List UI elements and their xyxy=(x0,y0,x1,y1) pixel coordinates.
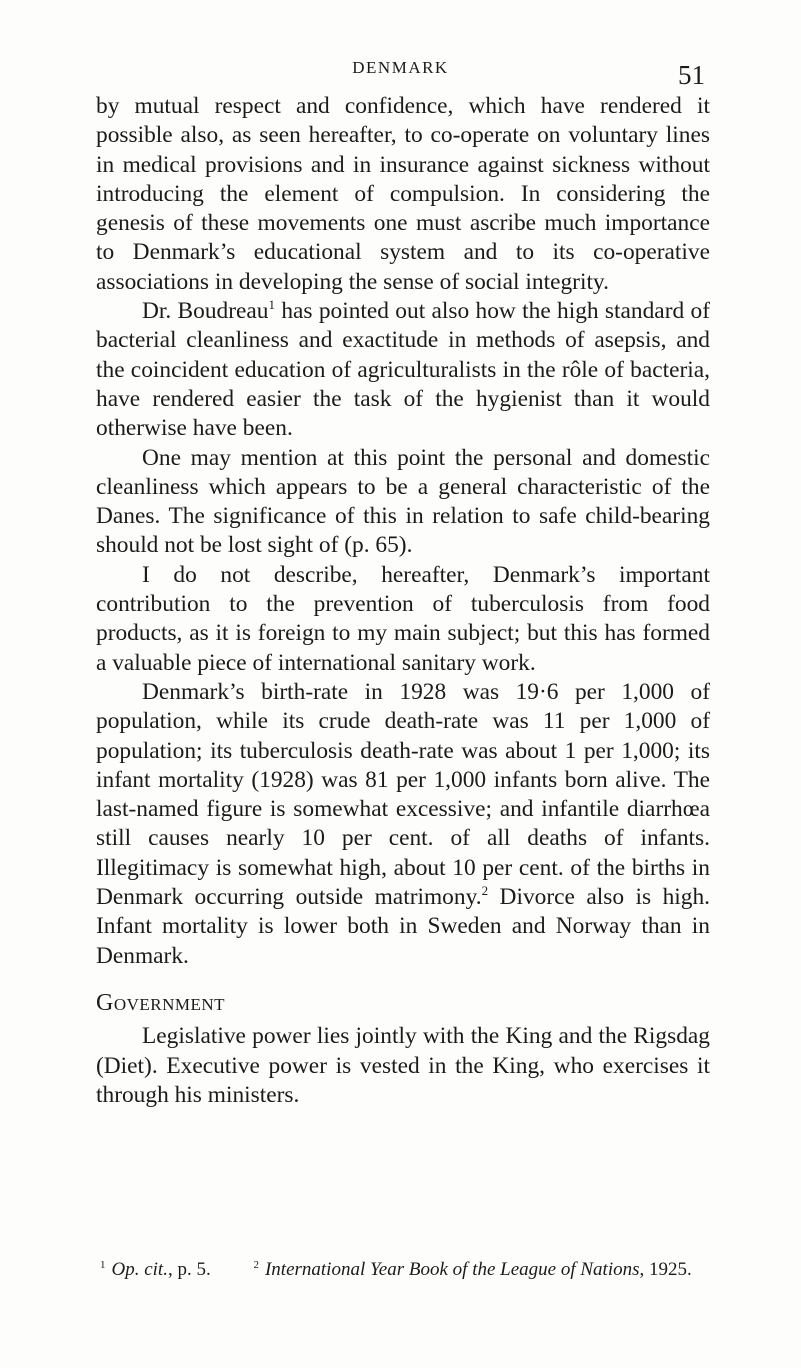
paragraph: by mutual respect and confidence, which have rendered it possible also, as seen hereafter, to co-operate on voluntary lines in medical provisions and in insurance against sickness without introducing the element of compulsion. In considering the genesis of these movements one must ascribe much importance to Denmark’s educational system and to its co-operative associations in developing the sense of social integrity. xyxy=(96,93,710,295)
paragraph-text: Divorce also is high. Infant mortality is lower both in Sweden and Norway than in Denmark. xyxy=(96,884,711,969)
footnote-citation: Op. cit. xyxy=(111,1259,168,1280)
paragraph: I do not describe, hereafter, Denmark’s important contribution to the prevention of tuberculosis from food products, as it is foreign to my main subject; but this has formed a valuable piece of international sanitary work. xyxy=(96,561,710,676)
paragraph: Legislative power lies jointly with the King and the Rigsdag (Diet). Executive power is vested in the King, who exercises it through his ministers. xyxy=(96,1023,710,1108)
paragraph-text: Denmark’s birth-rate in 1928 was 19·6 per 1,000 of population, while its crude death-rate was 11 per 1,000 of population; its tuberculosis death-rate was about 1 per 1,000; its infant mortality (1928) was 81 per 1,000 infants born alive. The last-named figure is somewhat excessive; and infantile diarrhœa still causes nearly 10 per cent. of all deaths of infants. Illegitimacy is somewhat high, about 10 per cent. of the births in Denmark occurring outside matrimony. xyxy=(96,678,710,911)
paragraph xyxy=(96,297,710,443)
footnote-citation: International Year Book of the League of Nations xyxy=(264,1259,640,1280)
paragraph xyxy=(96,678,710,971)
footnote-mark: 2 xyxy=(253,1259,259,1271)
page-number: 51 xyxy=(678,60,705,90)
footnote xyxy=(100,1258,211,1282)
body-text xyxy=(96,92,710,1110)
footnote-ref: 1 xyxy=(268,297,275,313)
footnote-text: , 1925. xyxy=(639,1259,692,1280)
footnote xyxy=(253,1258,691,1282)
paragraph-text: Dr. Boudreau xyxy=(142,298,269,325)
footnotes xyxy=(100,1258,740,1282)
section-heading: Government xyxy=(96,989,226,1016)
footnote-text: , p. 5. xyxy=(167,1259,211,1280)
footnote-mark: 1 xyxy=(100,1259,106,1271)
footnote-ref: 2 xyxy=(481,883,489,899)
paragraph: One may mention at this point the personal and domestic cleanliness which appears to be a general characteristic of the Danes. The significance of this in relation to safe child-bearing should not be lost sight of (p. 65). xyxy=(96,444,710,559)
paragraph-text: has pointed out also how the high standard of bacterial cleanliness and exactitude in methods of asepsis, and the coincident education of agriculturalists in the rôle of bacteria, have rendered easier the task of the hygienist than it would otherwise have been. xyxy=(96,298,710,442)
running-head: DENMARK xyxy=(352,58,449,77)
